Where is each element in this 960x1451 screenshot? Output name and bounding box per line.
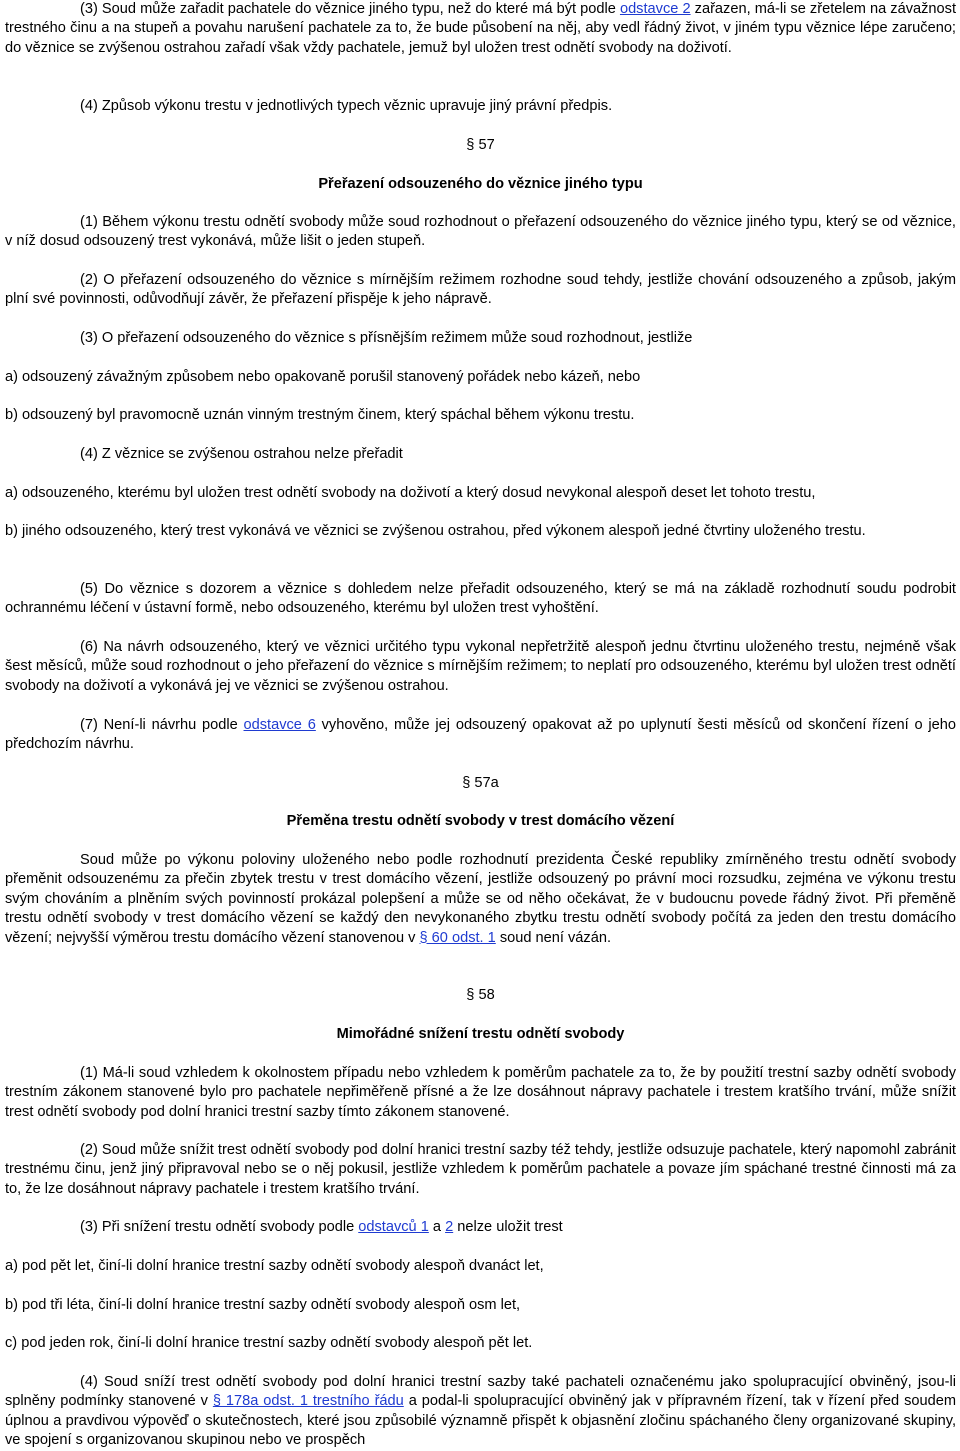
paragraph-58-4: (4) Soud sníží trest odnětí svobody pod dolní hranici trestní sazby také pachateli označenému jako spolupracující obviněný, jsou-li splněny podmínky stanovené v § 178a odst. 1 trestního řádu a podal-li spolupracující obviněný jak v přípravném řízení, tak v řízení před soudem úplnou a pravdivou výpověď o skutečnostech, které jsou způsobilé významně přispět k objasnění zločinu spáchaného členy organizované skupiny, ve spojení s organizovanou skupinou nebo ve prospěch <box>5 1374 956 1449</box>
link-60-odst-1[interactable]: § 60 odst. 1 <box>419 929 496 946</box>
paragraph-58-1: (1) Má-li soud vzhledem k okolnostem případu nebo vzhledem k poměrům pachatele za to, že by použití trestní sazby odnětí svobody trestním zákonem stanovené bylo pro pachatele nepřiměřeně přísné a že lze dosáhnout nápravy pachatele i trestem kratšího trvání, může snížit trest odnětí svobody pod dolní hranici trestní sazby tímto zákonem stanovené. <box>5 1065 956 1120</box>
paragraph-58-2: (2) Soud může snížit trest odnětí svobody pod dolní hranici trestní sazby též tehdy, jestliže odsuzuje pachatele, který napomohl zabránit trestnému činu, jenž jiný připravoval nebo se o něj pokusil, jestliže vzhledem k poměrům pachatele a povaze jím spáchané trestné činnosti má za to, že lze dosáhnout nápravy pachatele i trestem kratšího trvání. <box>5 1142 956 1197</box>
link-2[interactable]: 2 <box>445 1219 454 1235</box>
section-57a-title: Přeměna trestu odnětí svobody v trest domácího vězení <box>286 813 675 829</box>
item-57-3a: a) odsouzený závažným způsobem nebo opakovaně porušil stanovený pořádek nebo kázeň, nebo <box>5 369 641 385</box>
paragraph-57-6: (6) Na návrh odsouzeného, který ve věznici určitého typu vykonal nepřetržitě alespoň jednu čtvrtinu uloženého trestu, nejméně však šest měsíců, může soud rozhodnout o jeho přeřazení do věznice s mírnějším režimem; to neplatí pro odsouzeného, kterému byl uložen trest odnětí svobody na doživotí a vykonává jej ve věznici se zvýšenou ostrahou. <box>5 639 956 694</box>
paragraph-57-5: (5) Do věznice s dozorem a věznice s dohledem nelze přeřadit odsouzeného, který se má na základě rozhodnutí soudu podrobit ochrannému léčení v ústavní formě, nebo odsouzeného, kterému byl uložen trest vyhoštění. <box>5 581 956 617</box>
paragraph-3-sec56: (3) Soud může zařadit pachatele do věznice jiného typu, než do které má být podle odstavce 2 zařazen, má-li se zřetelem na závažnost trestného činu a na stupeň a povahu narušení pachatele za to, že bude působení na něj, aby vedl řádný život, v jiném typu věznice lépe zaručeno; do věznice se zvýšenou ostrahou zařadí však vždy pachatele, jemuž byl uložen trest odnětí svobody na doživotí. <box>5 1 956 56</box>
link-178a-trestniho-radu[interactable]: § 178a odst. 1 trestního řádu <box>212 1393 404 1410</box>
section-57a-number: § 57a <box>462 775 499 791</box>
paragraph-57-7: (7) Není-li návrhu podle odstavce 6 vyhověno, může jej odsouzený opakovat až po uplynutí šesti měsíců od skončení řízení o jeho předchozím návrhu. <box>5 717 957 753</box>
item-58-3b: b) pod tři léta, činí-li dolní hranice trestní sazby odnětí svobody alespoň osm let, <box>5 1297 521 1313</box>
item-58-3c: c) pod jeden rok, činí-li dolní hranice trestní sazby odnětí svobody alespoň pět let. <box>5 1335 533 1351</box>
item-57-3b: b) odsouzený byl pravomocně uznán vinným trestným činem, který spáchal během výkonu trestu. <box>5 407 635 423</box>
paragraph-57-3: (3) O přeřazení odsouzeného do věznice s přísnějším režimem může soud rozhodnout, jestliže <box>80 330 693 346</box>
item-58-3a: a) pod pět let, činí-li dolní hranice trestní sazby odnětí svobody alespoň dvanáct let, <box>5 1258 544 1274</box>
paragraph-57-4: (4) Z věznice se zvýšenou ostrahou nelze přeřadit <box>80 446 403 462</box>
section-57-number: § 57 <box>466 137 495 153</box>
link-odstavcu-1[interactable]: odstavců 1 <box>358 1219 429 1235</box>
paragraph-57-2: (2) O přeřazení odsouzeného do věznice s mírnějším režimem rozhodne soud tehdy, jestliže chování odsouzeného a způsob, jakým plní své povinnosti, odůvodňují závěr, že přeřazení přispěje k jeho nápravě. <box>5 272 956 308</box>
link-odstavce-2[interactable]: odstavce 2 <box>619 1 691 17</box>
section-58-title: Mimořádné snížení trestu odnětí svobody <box>336 1026 625 1042</box>
section-57-title: Přeřazení odsouzeného do věznice jiného typu <box>318 176 643 192</box>
paragraph-57-1: (1) Během výkonu trestu odnětí svobody může soud rozhodnout o přeřazení odsouzeného do věznice jiného typu, který se od věznice, v níž dosud odsouzený trest vykonává, může lišit o jeden stupeň. <box>5 214 956 250</box>
item-57-4b: b) jiného odsouzeného, který trest vykonává ve věznici se zvýšenou ostrahou, před výkonem alespoň jedné čtvrtiny uloženého trestu. <box>5 523 866 539</box>
paragraph-57a: Soud může po výkonu poloviny uloženého nebo podle rozhodnutí prezidenta České republiky zmírněného trestu odnětí svobody přeměnit odsouzenému za přečin zbytek trestu v trest domácího vězení, jestliže odsouzený po právní moci rozsudku, zejména ve výkonu trestu svým chováním a plněním svých povinností prokázal polepšení a může se od něho očekávat, že v budoucnu povede řádný život. Při přeměně trestu odnětí svobody v trest domácího vězení se každý den nevykonaného zbytku trestu odnětí svobody počítá za jeden den trestu domácího vězení; nejvyšší výměrou trestu domácího vězení stanovenou v § 60 odst. 1 soud není vázán. <box>5 852 956 946</box>
item-57-4a: a) odsouzeného, kterému byl uložen trest odnětí svobody na doživotí a který dosud nevykonal alespoň deset let tohoto trestu, <box>5 485 816 501</box>
paragraph-58-3: (3) Při snížení trestu odnětí svobody podle odstavců 1 a 2 nelze uložit trest <box>80 1219 563 1235</box>
section-58-number: § 58 <box>466 987 495 1003</box>
link-odstavce-6[interactable]: odstavce 6 <box>243 717 316 733</box>
paragraph-4-sec56: (4) Způsob výkonu trestu v jednotlivých typech věznic upravuje jiný právní předpis. <box>80 98 613 114</box>
